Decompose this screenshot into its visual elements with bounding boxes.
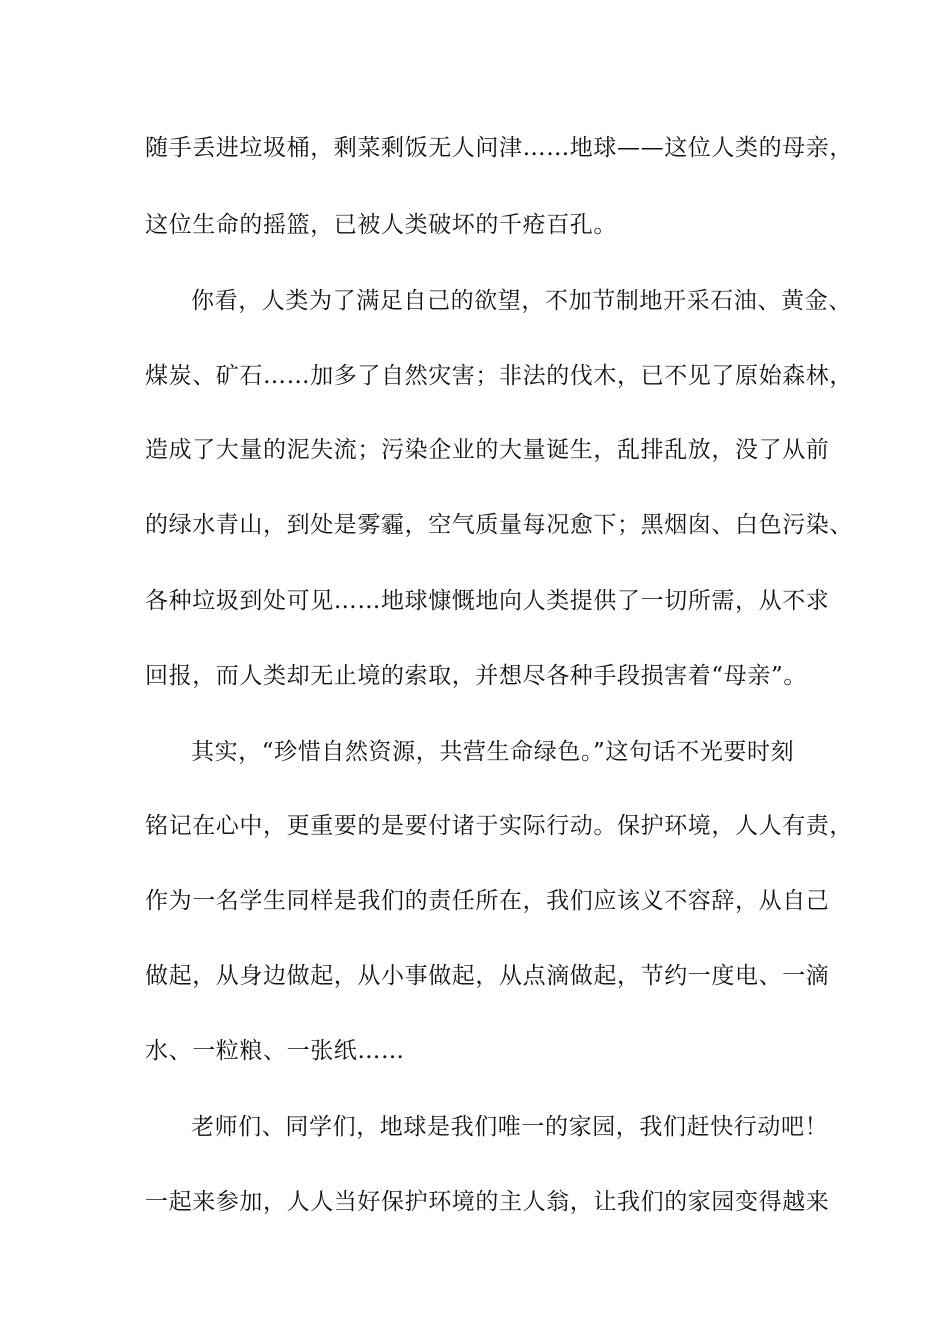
- paragraph-line: 回报，而人类却无止境的索取，并想尽各种手段损害着“母亲”。: [145, 663, 807, 689]
- paragraph-line: 铭记在心中，更重要的是要付诸于实际行动。保护环境，人人有责，: [145, 813, 853, 839]
- paragraph-line: 一起来参加，人人当好保护环境的主人翁，让我们的家园变得越来: [145, 1189, 830, 1215]
- paragraph-line: 造成了大量的泥失流；污染企业的大量诞生，乱排乱放，没了从前: [145, 437, 830, 463]
- paragraph-line: 各种垃圾到处可见……地球慷慨地向人类提供了一切所需，从不求: [145, 588, 830, 614]
- paragraph-line: 作为一名学生同样是我们的责任所在，我们应该义不容辞，从自己: [145, 888, 830, 914]
- paragraph-line: 的绿水青山，到处是雾霾，空气质量每况愈下；黑烟囱、白色污染、: [145, 512, 853, 538]
- paragraph-line: 这位生命的摇篮，已被人类破坏的千疮百孔。: [145, 212, 617, 238]
- paragraph-line: 做起，从身边做起，从小事做起，从点滴做起，节约一度电、一滴: [145, 963, 830, 989]
- paragraph-line: 水、一粒粮、一张纸……: [145, 1038, 405, 1064]
- paragraph-line: 随手丢进垃圾桶，剩菜剩饭无人问津……地球——这位人类的母亲，: [145, 135, 853, 161]
- paragraph-line: 其实，“珍惜自然资源，共营生命绿色。”这句话不光要时刻: [191, 739, 795, 765]
- paragraph-line: 煤炭、矿石……加多了自然灾害；非法的伐木，已不见了原始森林，: [145, 363, 853, 389]
- paragraph-line: 你看，人类为了满足自己的欲望，不加节制地开采石油、黄金、: [191, 288, 852, 314]
- paragraph-line: 老师们、同学们，地球是我们唯一的家园，我们赶快行动吧！: [191, 1114, 829, 1140]
